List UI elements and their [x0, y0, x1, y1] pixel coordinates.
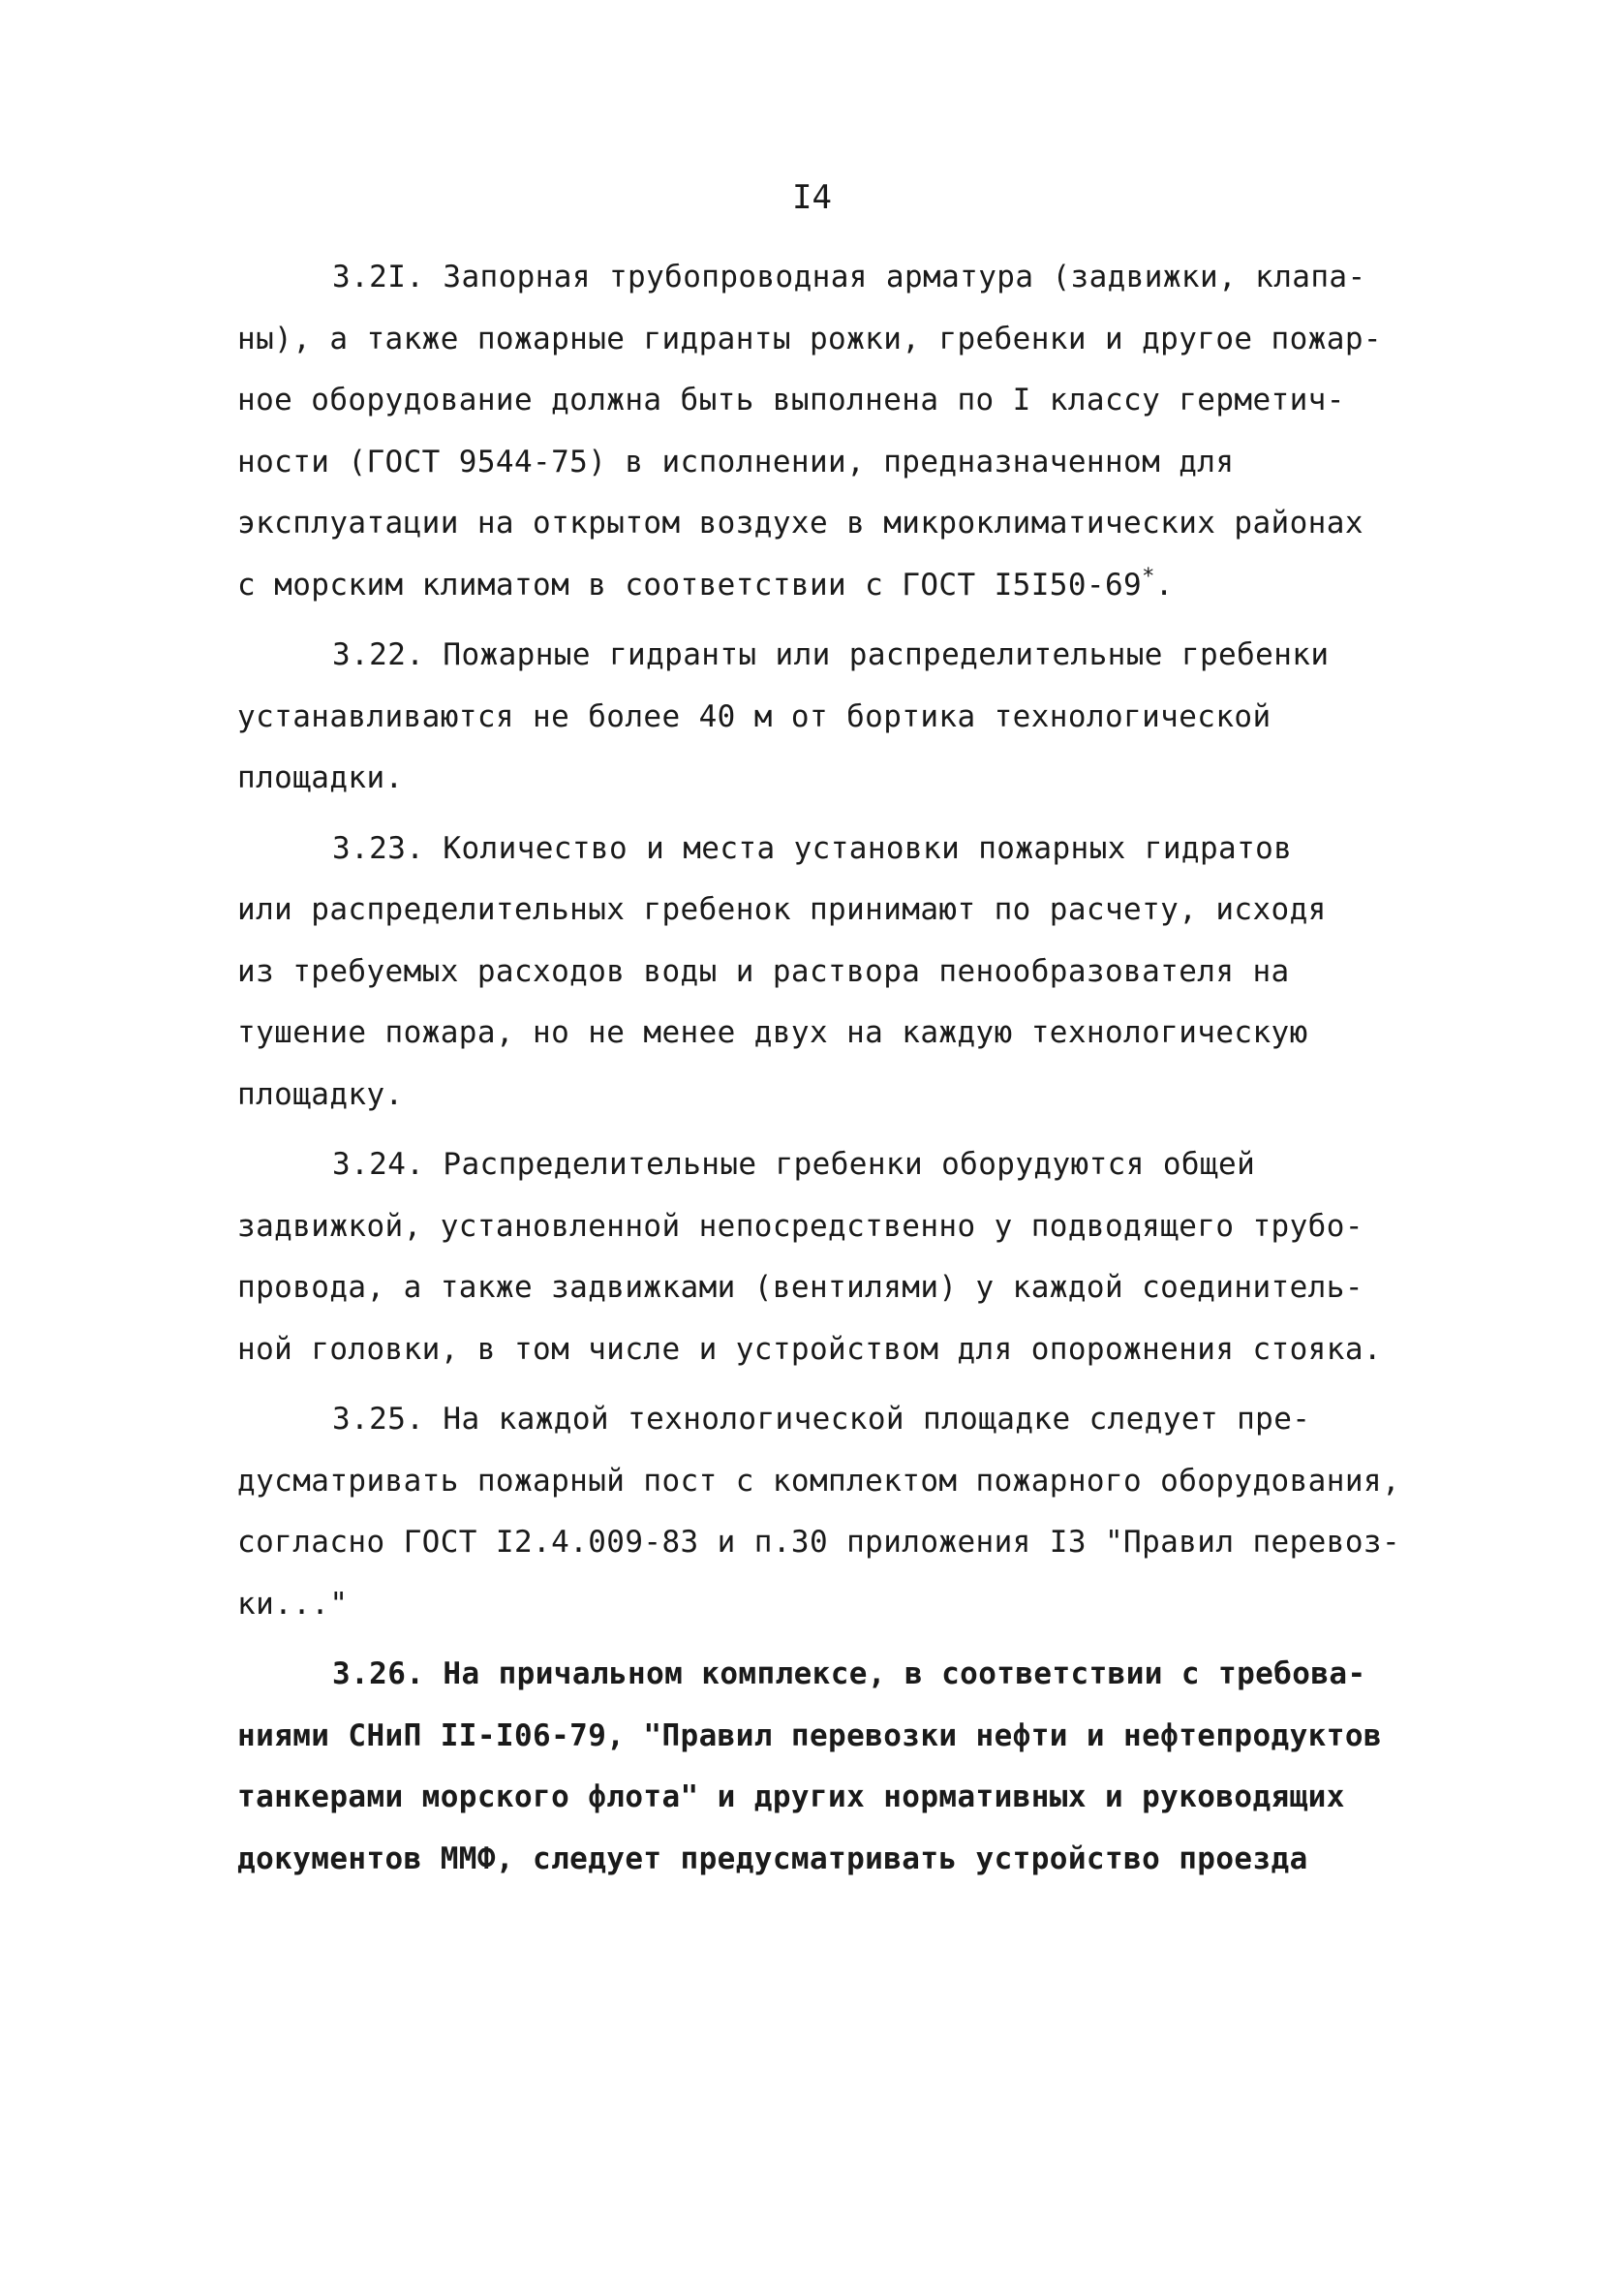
text-line: ной головки, в том числе и устройством для опорожнения стояка. — [237, 1331, 1382, 1367]
footnote-mark: * — [1142, 564, 1155, 589]
text-line: с морским климатом в соответствии с ГОСТ I5I50-69 — [237, 567, 1143, 603]
text-line: дусматривать пожарный пост с комплектом пожарного оборудования, — [237, 1463, 1401, 1499]
text-line: танкерами морского флота" и других нормативных и руководящих — [237, 1779, 1345, 1814]
text-line: документов ММФ, следует предусматривать устройство проезда — [237, 1840, 1308, 1876]
text-line: ны), а также пожарные гидранты рожки, гребенки и другое пожар- — [237, 321, 1382, 356]
text-line: 3.24. Распределительные гребенки оборудуются общей — [332, 1147, 1256, 1182]
paragraph-3-21 — [237, 247, 1443, 616]
document-body — [237, 247, 1443, 1890]
text-line: 3.26. На причальном комплексе, в соответствии с требова- — [332, 1656, 1366, 1691]
page-number: I4 — [792, 178, 832, 217]
text-line: ниями СНиП II-I06-79, "Правил перевозки нефти и нефтепродуктов — [237, 1717, 1382, 1753]
text-line: задвижкой, установленной непосредственно у подводящего трубо- — [237, 1208, 1364, 1244]
text-line: согласно ГОСТ I2.4.009-83 и п.30 приложения I3 "Правил перевоз- — [237, 1525, 1401, 1560]
text-line: ное оборудование должна быть выполнена по I классу герметич- — [237, 383, 1345, 418]
paragraph-3-26 — [237, 1644, 1443, 1890]
text-line: ности (ГОСТ 9544-75) в исполнении, предназначенном для — [237, 444, 1235, 479]
text-line: 3.2I. Запорная трубопроводная арматура (задвижки, клапа- — [332, 260, 1366, 294]
text-line: устанавливаются не более 40 м от бортика технологической — [237, 698, 1272, 734]
text-line: 3.23. Количество и места установки пожарных гидратов — [332, 830, 1293, 866]
paragraph-3-24 — [237, 1134, 1443, 1380]
paragraph-3-25 — [237, 1389, 1443, 1635]
text-line: площадки. — [237, 760, 404, 795]
text-line: ки..." — [237, 1586, 349, 1622]
text-line: или распределительных гребенок принимают по расчету, исходя — [237, 892, 1327, 927]
text-line: провода, а также задвижками (вентилями) у каждой соединитель- — [237, 1270, 1364, 1305]
text-line: 3.25. На каждой технологической площадке следует пре- — [332, 1402, 1311, 1437]
paragraph-3-22 — [237, 625, 1443, 810]
text-line: площадку. — [237, 1076, 404, 1112]
paragraph-3-23 — [237, 819, 1443, 1127]
end-punctuation: . — [1154, 567, 1174, 603]
text-line: из требуемых расходов воды и раствора пенообразователя на — [237, 953, 1290, 989]
text-line: тушение пожара, но не менее двух на каждую технологическую — [237, 1015, 1308, 1050]
text-line: эксплуатации на открытом воздухе в микроклиматических районах — [237, 506, 1364, 541]
text-line-last — [237, 555, 1443, 617]
text-line: 3.22. Пожарные гидранты или распределительные гребенки — [332, 637, 1330, 672]
